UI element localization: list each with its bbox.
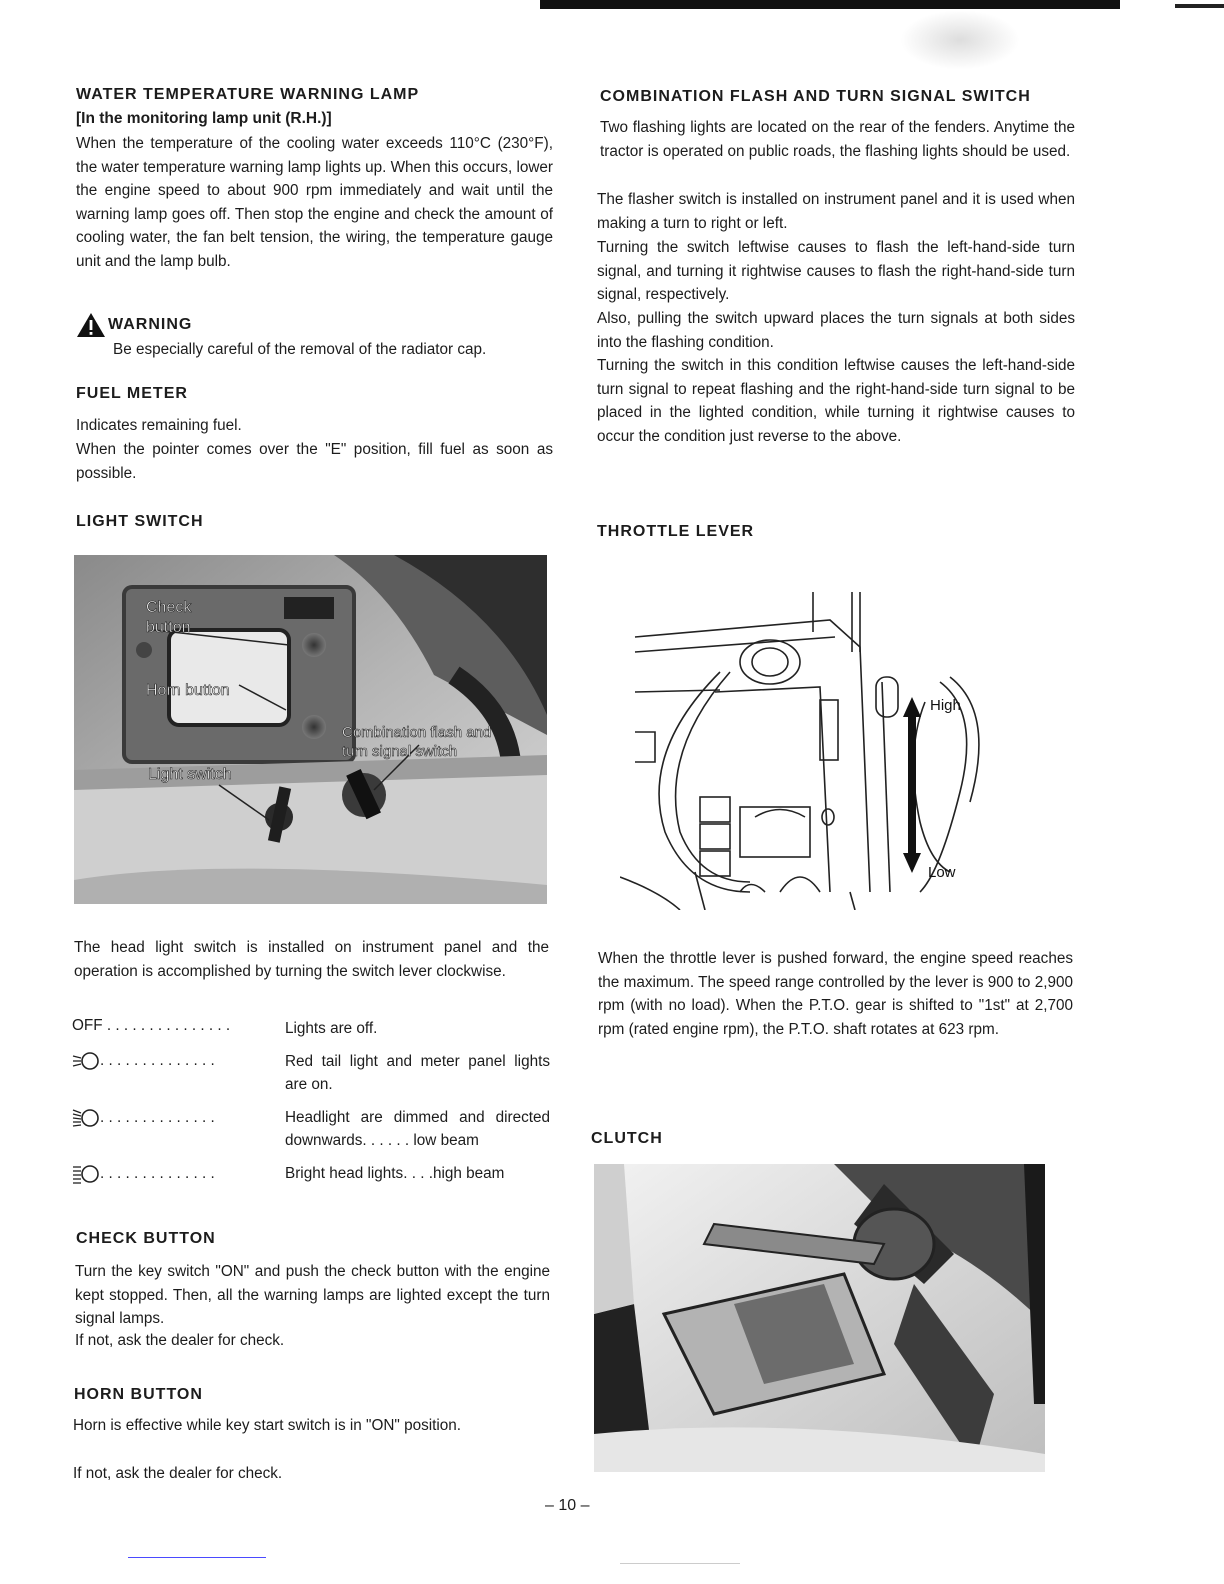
combination-p1: Two flashing lights are located on the rear of the fenders. Anytime the tractor is operated on public roads, the flashing lights should be used. bbox=[600, 119, 1075, 160]
photo-label-combo-2: turn signal switch bbox=[342, 743, 458, 760]
light-switch-positions bbox=[72, 1017, 552, 1195]
light-position-key-low bbox=[72, 1106, 285, 1130]
water-temp-subheading: [In the monitoring lamp unit (R.H.)] bbox=[76, 110, 332, 127]
combination-p3: Turning the switch leftwise causes to flash the left-hand-side turn signal, and turning it rightwise causes to flash the right-hand-side turn signal, respectively. bbox=[597, 239, 1075, 304]
combination-heading: COMBINATION FLASH AND TURN SIGNAL SWITCH bbox=[600, 88, 1031, 105]
light-position-dots: . . . . . . . . . . . . . . bbox=[100, 1164, 215, 1182]
top-rule bbox=[540, 0, 1120, 9]
light-position-value-high: Bright head lights. . . .high beam bbox=[285, 1164, 505, 1182]
combination-p4: Also, pulling the switch upward places the turn signals at both sides into the flashing condition. bbox=[597, 310, 1075, 351]
fuel-meter-heading: FUEL METER bbox=[76, 385, 188, 402]
throttle-diagram bbox=[620, 592, 980, 910]
instrument-panel-photo bbox=[74, 555, 547, 904]
light-position-tail bbox=[72, 1050, 552, 1097]
water-temp-body: When the temperature of the cooling water exceeds 110°C (230°F), the water temperature warning lamp lights up. When this occurs, lower the engine speed to about 900 rpm immediately and wait until the warning lamp goes off. Then stop the engine and check the amount of cooling water, the fan belt tension, the wiring, the temperature gauge unit and the lamp bulb. bbox=[76, 135, 553, 270]
clutch-heading: CLUTCH bbox=[591, 1130, 663, 1147]
scan-smear bbox=[900, 10, 1020, 70]
water-temp-heading: WATER TEMPERATURE WARNING LAMP bbox=[76, 86, 420, 103]
light-position-value-low: Headlight are dimmed and directed downwards. . . . . . low beam bbox=[285, 1108, 550, 1150]
top-rule-right bbox=[1175, 4, 1224, 8]
fuel-meter-line1: Indicates remaining fuel. bbox=[76, 417, 242, 434]
page-number: – 10 – bbox=[545, 1497, 590, 1514]
check-button-heading: CHECK BUTTON bbox=[76, 1230, 216, 1247]
light-position-high bbox=[72, 1162, 552, 1186]
photo-label-light: Light switch bbox=[148, 766, 232, 783]
high-beam-icon bbox=[72, 1162, 100, 1186]
warning-label bbox=[76, 312, 192, 338]
warning-body: Be especially careful of the removal of the radiator cap. bbox=[113, 341, 487, 358]
warning-text-label: WARNING bbox=[108, 316, 193, 333]
light-position-value: Lights are off. bbox=[285, 1020, 378, 1037]
light-position-key-tail bbox=[72, 1050, 285, 1072]
light-position-value-tail: Red tail light and meter panel lights are on. bbox=[285, 1052, 550, 1094]
footer-rule-left bbox=[128, 1557, 266, 1558]
light-position-dots: . . . . . . . . . . . . . . bbox=[100, 1108, 215, 1126]
throttle-high-label: High bbox=[930, 697, 961, 714]
combination-p2: The flasher switch is installed on instrument panel and it is used when making a turn to right or left. bbox=[597, 191, 1075, 232]
light-position-dots: . . . . . . . . . . . . . . bbox=[100, 1051, 215, 1069]
horn-button-heading: HORN BUTTON bbox=[74, 1386, 203, 1403]
throttle-heading: THROTTLE LEVER bbox=[597, 523, 755, 540]
photo-label-check: Check bbox=[146, 599, 192, 616]
footer-rule-right bbox=[620, 1563, 740, 1564]
horn-button-body2: If not, ask the dealer for check. bbox=[73, 1465, 283, 1482]
light-position-key: OFF . . . . . . . . . . . . . . . bbox=[72, 1017, 231, 1034]
throttle-body: When the throttle lever is pushed forward, the engine speed reaches the maximum. The speed range controlled by the lever is 900 to 2,900 rpm (with no load). When the P.T.O. gear is shifted to "1st" at 2,700 rpm (rated engine rpm), the P.T.O. shaft rotates at 623 rpm. bbox=[598, 950, 1073, 1038]
throttle-low-label: Low bbox=[928, 864, 956, 881]
clutch-photo bbox=[594, 1164, 1045, 1472]
check-button-body2: If not, ask the dealer for check. bbox=[75, 1332, 285, 1349]
check-button-body: Turn the key switch "ON" and push the check button with the engine kept stopped. Then, all the warning lamps are lighted except the turn signal lamps. bbox=[75, 1263, 550, 1328]
low-beam-icon bbox=[72, 1106, 100, 1130]
light-switch-body: The head light switch is installed on instrument panel and the operation is accomplished by turning the switch lever clockwise. bbox=[74, 939, 549, 980]
tail-light-icon bbox=[72, 1050, 100, 1072]
photo-label-check-2: button bbox=[146, 619, 191, 636]
light-position-low bbox=[72, 1106, 552, 1153]
horn-button-body: Horn is effective while key start switch is in "ON" position. bbox=[73, 1417, 462, 1434]
photo-label-combo: Combination flash and bbox=[342, 724, 492, 741]
light-switch-heading: LIGHT SWITCH bbox=[76, 513, 204, 530]
photo-label-horn: Horn button bbox=[146, 682, 230, 699]
light-position-key-high bbox=[72, 1162, 285, 1186]
light-position-off bbox=[72, 1017, 552, 1041]
fuel-meter-line2: When the pointer comes over the "E" position, fill fuel as soon as possible. bbox=[76, 441, 553, 482]
combination-p5: Turning the switch in this condition leftwise causes the left-hand-side turn signal to repeat flashing and the right-hand-side turn signal to be placed in the lighted condition, while turning it rightwise causes to occur the condition just reverse to the above. bbox=[597, 357, 1075, 445]
warning-triangle-icon bbox=[76, 312, 106, 338]
